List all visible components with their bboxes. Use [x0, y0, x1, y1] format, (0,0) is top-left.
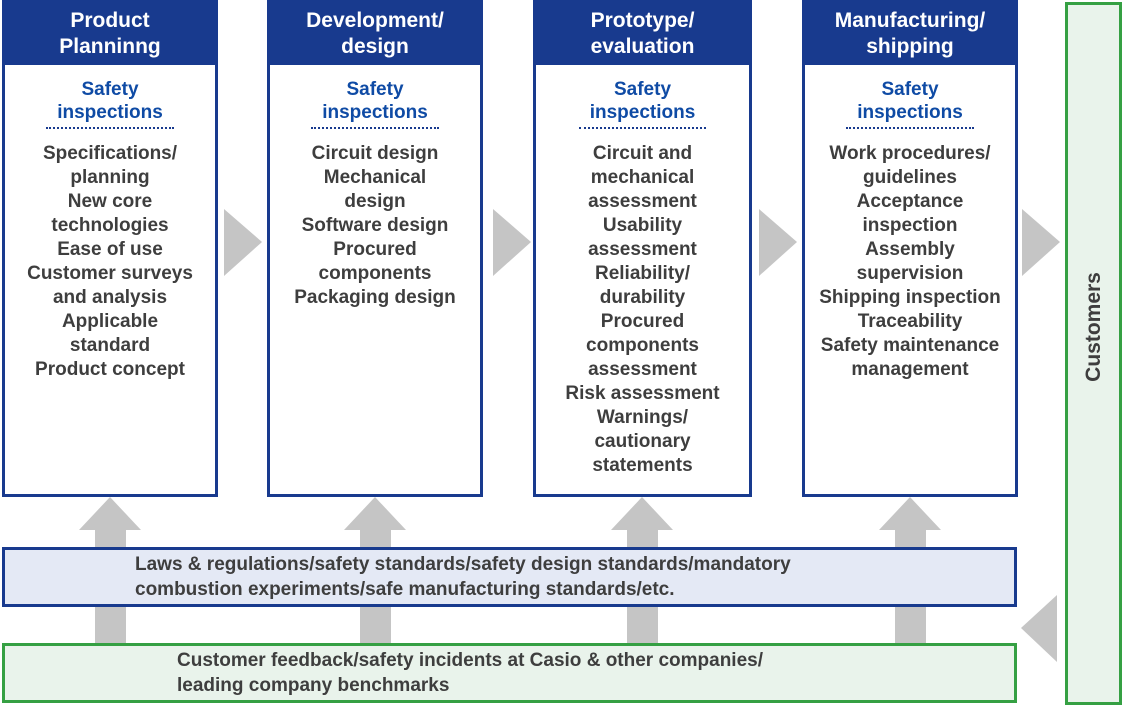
column-item-line: Specifications/ [42, 143, 178, 164]
column-body [270, 78, 480, 310]
column-item-line: assessment [588, 359, 697, 380]
column-item-line: Risk assessment [565, 383, 720, 404]
column-item-line: Mechanical [323, 167, 427, 188]
column-item-line: Procured [333, 239, 417, 260]
regulations-bar-line2: combustion experiments/safe manufacturing standards/etc. [135, 579, 675, 600]
column-item-line: assessment [588, 239, 697, 260]
customer-feedback-bar-line2: leading company benchmarks [177, 675, 450, 696]
column-item-line: Procured [600, 311, 685, 332]
column-item-line: Usability [602, 215, 683, 236]
column-title-line: Product [70, 9, 150, 32]
column-item-line: Acceptance [856, 191, 964, 212]
column-items [536, 142, 749, 478]
safety-heading-line: Safety [346, 79, 404, 100]
safety-inspections-heading [536, 78, 749, 129]
safety-inspections-heading [5, 78, 215, 129]
column-item-line: cautionary [594, 431, 691, 452]
safety-heading-underlined-line: inspections [846, 101, 974, 129]
column-development-design [267, 0, 483, 497]
column-item-line: Shipping inspection [819, 287, 1001, 308]
column-title-line: evaluation [590, 35, 695, 58]
column-prototype-evaluation [533, 0, 752, 497]
column-manufacturing-shipping [802, 0, 1018, 497]
column-item-line: Work procedures/ [829, 143, 991, 164]
column-item-line: Circuit design [311, 143, 439, 164]
column-item-line: design [344, 191, 406, 212]
column-item-line: Product concept [35, 359, 185, 380]
column-title [805, 3, 1015, 65]
column-items [805, 142, 1015, 382]
column-title-line: shipping [866, 35, 954, 58]
safety-inspections-heading [270, 78, 480, 129]
column-item-line: components [586, 335, 699, 356]
column-body [5, 78, 215, 382]
column-item-line: technologies [51, 215, 169, 236]
column-item-line: mechanical [590, 167, 695, 188]
column-item-line: Safety maintenance [820, 335, 1000, 356]
safety-heading-line: Safety [613, 79, 672, 100]
column-items [270, 142, 480, 310]
column-item-line: and analysis [52, 287, 168, 308]
column-item-line: Warnings/ [596, 407, 689, 428]
column-item-line: Customer surveys [27, 263, 193, 284]
column-item-line: New core [67, 191, 153, 212]
column-body [536, 78, 749, 478]
column-item-line: Traceability [857, 311, 963, 332]
column-item-line: Packaging design [294, 287, 456, 308]
column-title-line: design [341, 35, 409, 58]
column-title-line: Manufacturing/ [834, 9, 986, 32]
column-title [536, 3, 749, 65]
column-item-line: statements [592, 455, 693, 476]
column-title [5, 3, 215, 65]
column-item-line: Ease of use [57, 239, 163, 260]
column-body [805, 78, 1015, 382]
column-item-line: durability [599, 287, 686, 308]
regulations-bar [2, 547, 1017, 607]
column-item-line: management [851, 359, 969, 380]
column-title [270, 3, 480, 65]
column-item-line: components [318, 263, 432, 284]
column-items [5, 142, 215, 382]
column-title-line: Planninng [59, 35, 161, 58]
column-product-planning [2, 0, 218, 497]
column-item-line: Assembly [865, 239, 955, 260]
column-item-line: supervision [856, 263, 964, 284]
column-item-line: planning [70, 167, 150, 188]
column-item-line: Applicable [61, 311, 159, 332]
column-item-line: standard [69, 335, 151, 356]
column-item-line: Reliability/ [594, 263, 691, 284]
column-item-line: Software design [301, 215, 449, 236]
column-item-line: guidelines [863, 167, 957, 188]
customer-feedback-bar [2, 643, 1017, 703]
column-item-line: inspection [862, 215, 958, 236]
customer-feedback-bar-line1: Customer feedback/safety incidents at Casio & other companies/ [177, 650, 764, 671]
column-item-line: assessment [588, 191, 697, 212]
safety-heading-line: Safety [81, 79, 139, 100]
safety-heading-underlined-line: inspections [579, 101, 707, 129]
column-item-line: Circuit and [592, 143, 693, 164]
safety-heading-underlined-line: inspections [311, 101, 439, 129]
safety-inspections-heading [805, 78, 1015, 129]
customers-bar [1065, 2, 1122, 705]
column-title-line: Development/ [306, 9, 444, 32]
customers-label: Customers [1081, 272, 1105, 382]
column-title-line: Prototype/ [590, 9, 695, 32]
regulations-bar-line1: Laws & regulations/safety standards/safety design standards/mandatory [135, 554, 791, 575]
safety-heading-line: Safety [881, 79, 939, 100]
safety-heading-underlined-line: inspections [46, 101, 174, 129]
